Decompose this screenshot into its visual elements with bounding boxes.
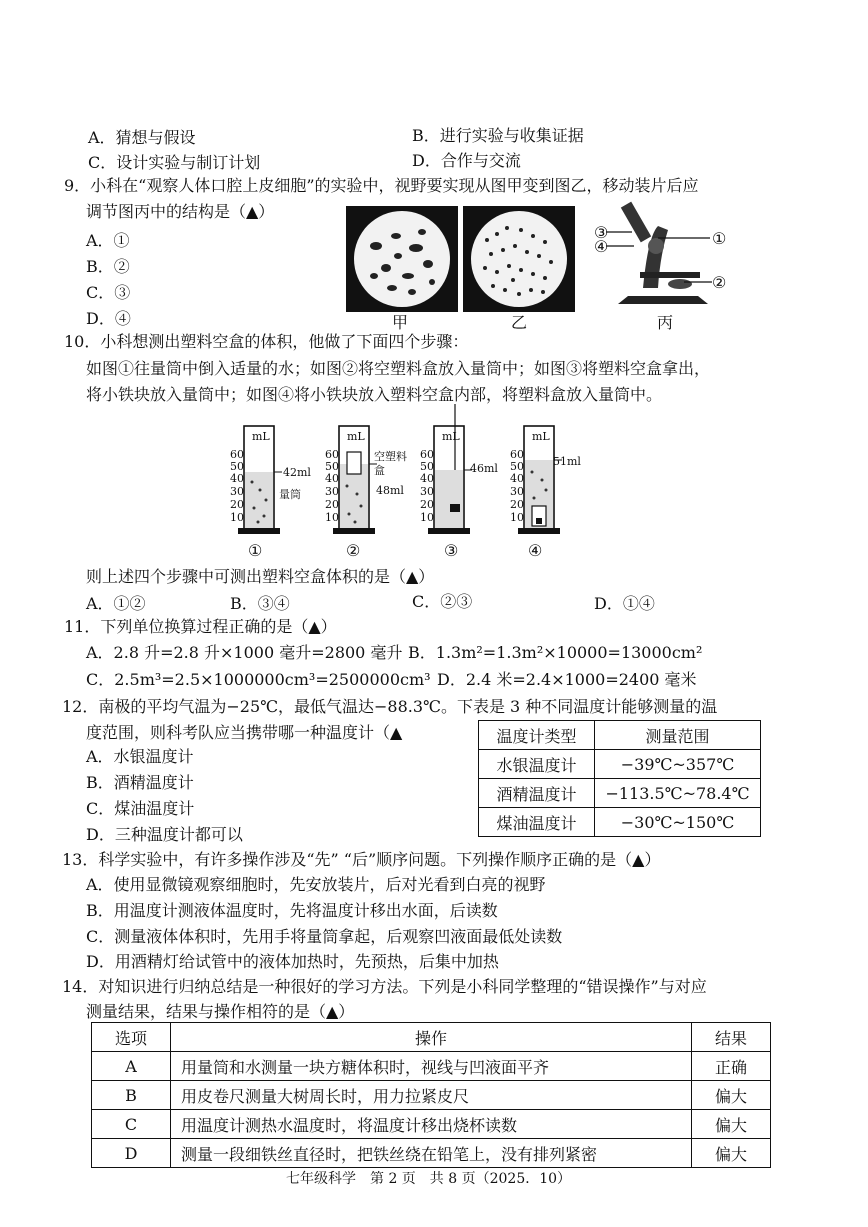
figure-label-yi: 乙	[511, 313, 528, 332]
q8-option-b: B．进行实验与收集证据	[412, 126, 584, 145]
table-cell: 用温度计测热水温度时，将温度计移出烧杯读数	[171, 1110, 692, 1139]
cylinder-4-tick-30: 30	[510, 485, 524, 498]
microscope-mark-1: ①	[712, 229, 727, 248]
cylinder-2-tick-10: 10	[325, 511, 339, 524]
field-of-view-jia-image	[346, 206, 458, 312]
table-header-cell: 选项	[92, 1023, 171, 1052]
q10-stem-line1: 10．小科想测出塑料空盒的体积，他做了下面四个步骤：	[64, 332, 469, 351]
table-cell: 偏大	[692, 1139, 771, 1168]
table-cell: 测量一段细铁丝直径时，把铁丝绕在铅笔上，没有排列紧密	[171, 1139, 692, 1168]
table-cell: 水银温度计	[479, 750, 595, 779]
q14-stem-line1: 14．对知识进行归纳总结是一种很好的学习方法。下列是小科同学整理的“错误操作”与对应	[62, 977, 707, 996]
table-header-row	[92, 1023, 771, 1052]
q12-stem-line1: 12．南极的平均气温为−25℃，最低气温达−88.3℃。下表是 3 种不同温度计能够测量的温	[62, 697, 718, 716]
q8-option-a: A．猜想与假设	[88, 128, 196, 147]
figure-label-jia: 甲	[392, 313, 409, 332]
table-header-row	[479, 721, 761, 750]
cylinder-2-tick-40: 40	[325, 472, 339, 485]
q12-stem-line2: 度范围，则科考队应当携带哪一种温度计（▲	[86, 723, 403, 742]
q10-question: 则上述四个步骤中可测出塑料空盒体积的是（▲）	[86, 567, 435, 586]
table-cell: C	[92, 1110, 171, 1139]
q10-stem-line3: 将小铁块放入量筒中；如图④将小铁块放入塑料空盒内部，将塑料盒放入量筒中。	[86, 385, 663, 404]
microscope-mark-4: ④	[594, 237, 609, 256]
table-header-cell: 测量范围	[595, 721, 761, 750]
cylinder-4-unit: mL	[532, 430, 550, 443]
microscope-mark-3: ③	[594, 223, 609, 242]
q11-option-b: B．1.3m²=1.3m²×10000=13000cm²	[408, 643, 703, 662]
cylinder-2-number: ②	[346, 541, 361, 560]
cylinder-3-tick-20: 20	[420, 498, 434, 511]
q13-option-b: B．用温度计测液体温度时，先将温度计移出水面，后读数	[86, 901, 498, 920]
cylinder-3-number: ③	[444, 541, 459, 560]
q12-option-b: B．酒精温度计	[86, 773, 194, 792]
cylinder-2-reading: 48ml	[376, 484, 404, 497]
table-cell: 用皮卷尺测量大树周长时，用力拉紧皮尺	[171, 1081, 692, 1110]
q10-stem-line2: 如图①往量筒中倒入适量的水；如图②将空塑料盒放入量筒中；如图③将塑料空盒拿出，	[86, 359, 711, 378]
table-header-cell: 结果	[692, 1023, 771, 1052]
q12-option-a: A．水银温度计	[86, 747, 194, 766]
cylinder-4-number: ④	[528, 541, 543, 560]
table-cell: 偏大	[692, 1110, 771, 1139]
cylinder-4-tick-40: 40	[510, 472, 524, 485]
thermometer-range-table	[478, 720, 761, 837]
q13-option-c: C．测量液体体积时，先用手将量筒拿起，后观察凹液面最低处读数	[86, 927, 563, 946]
q13-option-a: A．使用显微镜观察细胞时，先安放装片，后对光看到白亮的视野	[86, 875, 546, 894]
cylinder-3-tick-10: 10	[420, 511, 434, 524]
q10-option-d: D．①④	[594, 594, 655, 613]
table-cell: 正确	[692, 1052, 771, 1081]
cylinder-4-tick-60: 60	[510, 448, 524, 461]
table-cell: A	[92, 1052, 171, 1081]
cylinder-3-tick-30: 30	[420, 485, 434, 498]
table-cell: 偏大	[692, 1081, 771, 1110]
cylinder-3-unit: mL	[442, 430, 460, 443]
q13-stem: 13．科学实验中，有许多操作涉及“先” “后”顺序问题。下列操作顺序正确的是（▲）	[62, 850, 661, 869]
q8-option-d: D．合作与交流	[412, 151, 521, 170]
q12-option-c: C．煤油温度计	[86, 799, 195, 818]
table-row	[92, 1110, 771, 1139]
cylinder-1-tick-20: 20	[230, 498, 244, 511]
q11-option-d: D．2.4 米=2.4×1000=2400 毫米	[437, 670, 697, 689]
table-cell: −30℃~150℃	[595, 808, 761, 837]
table-row	[92, 1139, 771, 1168]
cylinder-1-reading: 42ml	[283, 466, 311, 479]
cylinder-2-side-label-1: 空塑料	[374, 450, 407, 463]
table-row	[92, 1081, 771, 1110]
q8-option-c: C．设计实验与制订计划	[88, 153, 261, 172]
cylinder-2-tick-20: 20	[325, 498, 339, 511]
q11-option-c: C．2.5m³=2.5×1000000cm³=2500000cm³	[86, 670, 431, 689]
q10-option-b: B．③④	[230, 594, 290, 613]
cylinder-4-tick-20: 20	[510, 498, 524, 511]
cylinder-1-tick-60: 60	[230, 448, 244, 461]
cylinder-1-tick-10: 10	[230, 511, 244, 524]
q9-stem-line2: 调节图丙中的结构是（▲）	[86, 202, 275, 221]
cylinder-4-reading: 51ml	[553, 455, 581, 468]
table-row	[479, 808, 761, 837]
table-cell: 煤油温度计	[479, 808, 595, 837]
cylinder-1-side-label: 量筒	[279, 488, 301, 501]
q12-option-d: D．三种温度计都可以	[86, 825, 243, 844]
q10-option-a: A．①②	[86, 594, 146, 613]
table-row	[92, 1052, 771, 1081]
q10-option-c: C．②③	[412, 592, 473, 611]
cylinder-3-tick-40: 40	[420, 472, 434, 485]
table-cell: −39℃~357℃	[595, 750, 761, 779]
error-operation-table	[91, 1022, 771, 1168]
q9-option-d: D．④	[86, 309, 131, 328]
cylinder-1-tick-40: 40	[230, 472, 244, 485]
figure-label-bing: 丙	[657, 313, 674, 332]
cylinder-2-tick-30: 30	[325, 485, 339, 498]
table-header-cell: 操作	[171, 1023, 692, 1052]
microscope-mark-2: ②	[712, 273, 727, 292]
cylinder-3-reading: 46ml	[470, 462, 498, 475]
q9-option-b: B．②	[86, 257, 130, 276]
page-footer: 七年级科学 第 2 页 共 8 页（2025．10）	[286, 1171, 572, 1187]
table-cell: 酒精温度计	[479, 779, 595, 808]
table-row	[479, 750, 761, 779]
table-cell: D	[92, 1139, 171, 1168]
cylinder-2-side-label-2: 盒	[374, 464, 385, 477]
cylinder-4-tick-50: 50	[510, 460, 524, 473]
cylinder-1-tick-30: 30	[230, 485, 244, 498]
table-cell: −113.5℃~78.4℃	[595, 779, 761, 808]
table-cell: 用量筒和水测量一块方糖体积时，视线与凹液面平齐	[171, 1052, 692, 1081]
q9-option-a: A．①	[86, 231, 130, 250]
cylinder-3-tick-50: 50	[420, 460, 434, 473]
q9-stem-line1: 9．小科在“观察人体口腔上皮细胞”的实验中，视野要实现从图甲变到图乙，移动装片后应	[64, 176, 699, 195]
cylinder-2-tick-60: 60	[325, 448, 339, 461]
q11-option-a: A．2.8 升=2.8 升×1000 毫升=2800 毫升	[86, 643, 403, 662]
table-header-cell: 温度计类型	[479, 721, 595, 750]
cylinder-1-number: ①	[248, 541, 263, 560]
q14-stem-line2: 测量结果，结果与操作相符的是（▲）	[86, 1002, 355, 1021]
cylinder-3-tick-60: 60	[420, 448, 434, 461]
table-row	[479, 779, 761, 808]
q9-option-c: C．③	[86, 283, 131, 302]
cylinder-2-unit: mL	[347, 430, 365, 443]
q11-stem: 11．下列单位换算过程正确的是（▲）	[64, 617, 337, 636]
field-of-view-yi-image	[463, 206, 575, 312]
cylinder-1-unit: mL	[252, 430, 270, 443]
q13-option-d: D．用酒精灯给试管中的液体加热时，先预热，后集中加热	[86, 952, 499, 971]
cylinder-2-tick-50: 50	[325, 460, 339, 473]
table-cell: B	[92, 1081, 171, 1110]
cylinder-4-tick-10: 10	[510, 511, 524, 524]
cylinder-1-tick-50: 50	[230, 460, 244, 473]
